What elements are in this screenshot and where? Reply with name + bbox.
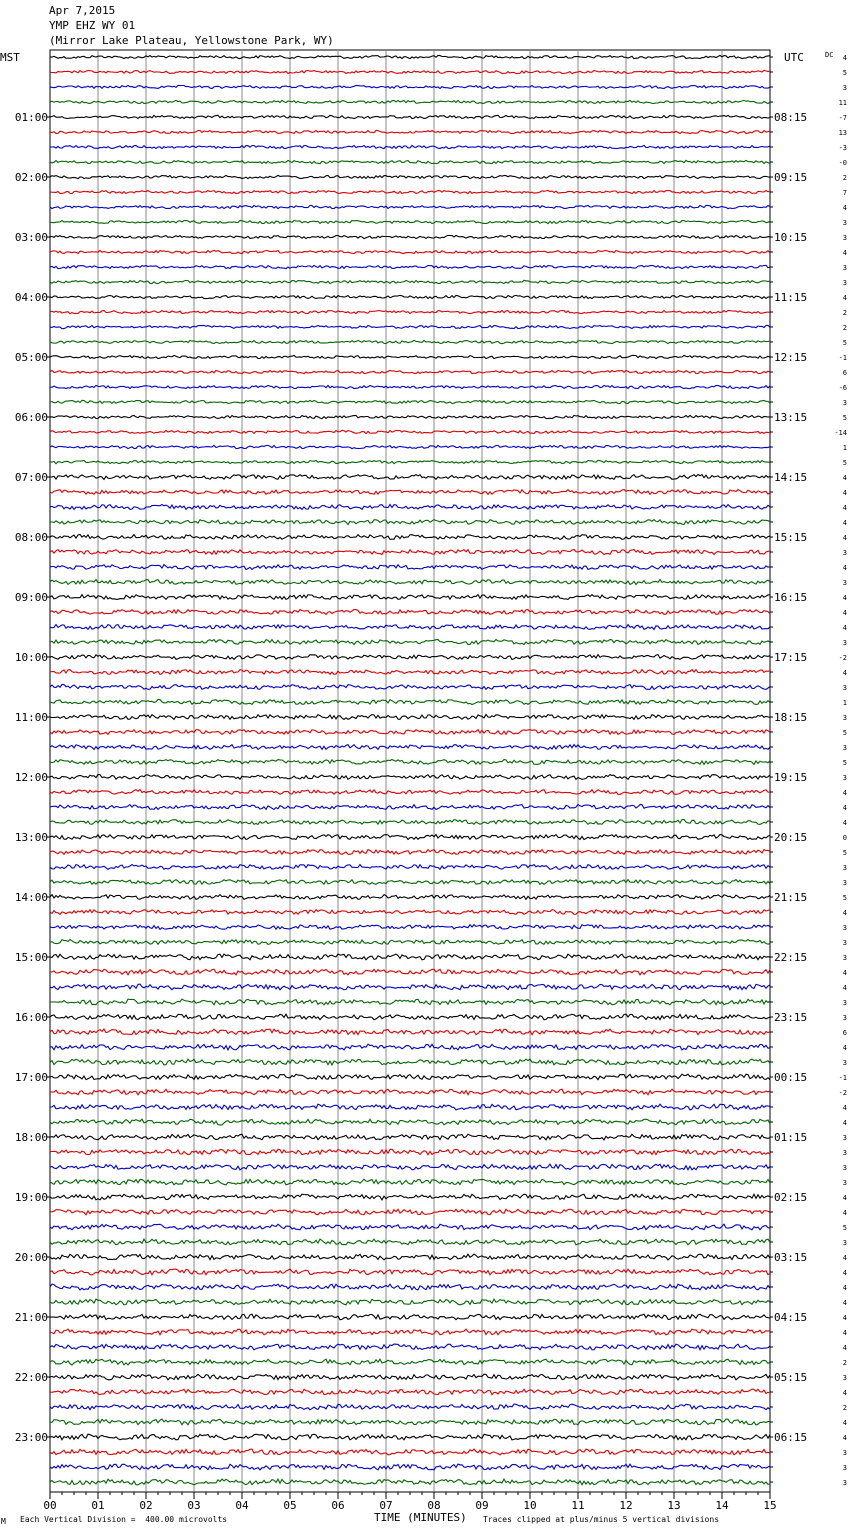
dc-offset-label: 2 xyxy=(842,1359,847,1367)
utc-time-label: 00:15 xyxy=(774,1071,808,1084)
seismic-trace xyxy=(50,1419,770,1425)
utc-time-label: 18:15 xyxy=(774,711,808,724)
dc-offset-label: 3 xyxy=(842,1164,847,1172)
seismic-trace xyxy=(50,1134,770,1140)
dc-offset-label: 4 xyxy=(842,984,847,992)
seismic-trace xyxy=(50,1059,770,1065)
x-tick-label: 00 xyxy=(43,1499,57,1512)
dc-offset-label: 4 xyxy=(842,54,847,62)
dc-offset-label: 3 xyxy=(842,744,847,752)
dc-offset-label: 3 xyxy=(842,1059,847,1067)
mst-time-label: 11:00 xyxy=(14,711,48,724)
seismic-trace xyxy=(50,115,770,118)
x-tick-label: 01 xyxy=(91,1499,105,1512)
seismic-trace xyxy=(50,1254,770,1260)
x-tick-label: 09 xyxy=(475,1499,489,1512)
utc-time-label: 21:15 xyxy=(774,891,808,904)
seismic-trace xyxy=(50,355,770,358)
seismic-trace xyxy=(50,1149,770,1155)
dc-offset-label: 4 xyxy=(842,1419,847,1427)
dc-offset-label: 3 xyxy=(842,84,847,92)
mst-time-label: 06:00 xyxy=(14,411,48,424)
seismic-trace xyxy=(50,415,770,418)
utc-time-label: 04:15 xyxy=(774,1311,808,1324)
seismic-trace xyxy=(50,910,770,915)
seismic-trace xyxy=(50,1104,770,1110)
x-tick-label: 05 xyxy=(283,1499,297,1512)
seismic-trace xyxy=(50,1314,770,1320)
seismic-trace xyxy=(50,1164,770,1170)
x-tick-label: 13 xyxy=(667,1499,681,1512)
seismic-trace xyxy=(50,1344,770,1350)
seismic-trace xyxy=(50,1269,770,1275)
dc-offset-label: 3 xyxy=(842,279,847,287)
dc-offset-label: 4 xyxy=(842,969,847,977)
mst-time-label: 18:00 xyxy=(14,1131,48,1144)
dc-offset-label: 3 xyxy=(842,954,847,962)
x-tick-label: 07 xyxy=(379,1499,393,1512)
dc-offset-label: 0 xyxy=(842,834,847,842)
utc-time-label: 11:15 xyxy=(774,291,808,304)
mst-time-label: 13:00 xyxy=(14,831,48,844)
dc-offset-label: 3 xyxy=(842,924,847,932)
seismic-trace xyxy=(50,1014,770,1020)
seismic-trace xyxy=(50,655,770,660)
utc-time-label: 14:15 xyxy=(774,471,808,484)
dc-offset-label: 3 xyxy=(842,999,847,1007)
dc-offset-label: 4 xyxy=(842,909,847,917)
seismic-trace xyxy=(50,85,770,88)
seismic-trace xyxy=(50,580,770,585)
dc-offset-label: 1 xyxy=(842,699,847,707)
seismic-trace xyxy=(50,160,770,163)
dc-offset-label: 4 xyxy=(842,1269,847,1277)
utc-time-label: 17:15 xyxy=(774,651,808,664)
dc-offset-label: 4 xyxy=(842,1104,847,1112)
dc-offset-label: 4 xyxy=(842,1044,847,1052)
seismic-trace xyxy=(50,235,770,238)
seismic-trace xyxy=(50,1074,770,1080)
seismic-trace xyxy=(50,670,770,675)
mst-time-label: 08:00 xyxy=(14,531,48,544)
utc-time-label: 08:15 xyxy=(774,111,808,124)
mst-time-label: 12:00 xyxy=(14,771,48,784)
seismic-trace xyxy=(50,430,770,433)
dc-offset-label: 3 xyxy=(842,399,847,407)
chart-station: YMP EHZ WY 01 xyxy=(49,19,136,32)
dc-offset-label: 4 xyxy=(842,594,847,602)
chart-date: Apr 7,2015 xyxy=(49,4,116,17)
utc-time-label: 15:15 xyxy=(774,531,808,544)
seismic-trace xyxy=(50,340,770,343)
seismic-trace xyxy=(50,1089,770,1095)
seismic-trace xyxy=(50,1044,770,1050)
utc-time-label: 22:15 xyxy=(774,951,808,964)
dc-offset-label: 4 xyxy=(842,819,847,827)
x-tick-label: 02 xyxy=(139,1499,153,1512)
seismic-trace xyxy=(50,295,770,298)
mst-time-label: 15:00 xyxy=(14,951,48,964)
seismic-trace xyxy=(50,1224,770,1230)
dc-offset-label: 3 xyxy=(842,234,847,242)
dc-offset-label: 4 xyxy=(842,789,847,797)
seismic-trace xyxy=(50,1434,770,1440)
dc-offset-label: 5 xyxy=(842,459,847,467)
dc-offset-label: 2 xyxy=(842,309,847,317)
dc-offset-label: -2 xyxy=(838,1089,847,1097)
dc-offset-label: 4 xyxy=(842,1284,847,1292)
seismic-trace xyxy=(50,1464,770,1470)
utc-time-label: 05:15 xyxy=(774,1371,808,1384)
dc-offset-label: 4 xyxy=(842,1254,847,1262)
seismic-trace xyxy=(50,280,770,283)
dc-offset-label: 3 xyxy=(842,219,847,227)
x-tick-label: 10 xyxy=(523,1499,537,1512)
dc-offset-label: 3 xyxy=(842,639,847,647)
dc-offset-label: 4 xyxy=(842,1314,847,1322)
seismic-trace xyxy=(50,969,770,975)
utc-time-label: 12:15 xyxy=(774,351,808,364)
chart-location: (Mirror Lake Plateau, Yellowstone Park, WY) xyxy=(49,34,334,47)
seismic-trace xyxy=(50,835,770,840)
mst-time-label: 09:00 xyxy=(14,591,48,604)
seismic-trace xyxy=(50,685,770,690)
dc-offset-label: 4 xyxy=(842,1194,847,1202)
seismic-trace xyxy=(50,984,770,990)
dc-offset-label: -1 xyxy=(838,1074,847,1082)
seismic-trace xyxy=(50,1239,770,1245)
seismic-trace xyxy=(50,130,770,133)
mst-time-label: 02:00 xyxy=(14,171,48,184)
seismic-trace xyxy=(50,400,770,403)
dc-offset-label: 4 xyxy=(842,204,847,212)
seismic-trace xyxy=(50,370,770,373)
seismic-trace xyxy=(50,1179,770,1185)
dc-offset-label: 4 xyxy=(842,1329,847,1337)
seismic-trace xyxy=(50,505,770,510)
seismic-trace xyxy=(50,175,770,178)
seismic-trace xyxy=(50,880,770,885)
x-tick-label: 15 xyxy=(763,1499,777,1512)
dc-offset-label: 4 xyxy=(842,534,847,542)
seismic-trace xyxy=(50,760,770,765)
seismic-trace xyxy=(50,1329,770,1335)
dc-offset-label: 3 xyxy=(842,1449,847,1457)
seismic-trace xyxy=(50,895,770,900)
dc-header-label: DC xyxy=(825,51,834,59)
dc-offset-label: 4 xyxy=(842,1344,847,1352)
dc-offset-label: 3 xyxy=(842,579,847,587)
dc-offset-label: 3 xyxy=(842,1014,847,1022)
seismic-trace xyxy=(50,1479,770,1485)
seismic-trace xyxy=(50,310,770,313)
dc-offset-label: 5 xyxy=(842,849,847,857)
scale-note: Each Vertical Division = 400.00 microvolts xyxy=(20,1515,228,1524)
seismic-trace xyxy=(50,460,770,463)
seismic-trace xyxy=(50,1449,770,1455)
seismic-trace xyxy=(50,940,770,945)
seismic-trace xyxy=(50,1374,770,1380)
seismic-trace xyxy=(50,1299,770,1305)
seismic-trace xyxy=(50,535,770,540)
left-timezone-label: MST xyxy=(0,51,20,64)
utc-time-label: 20:15 xyxy=(774,831,808,844)
dc-offset-label: 1 xyxy=(842,444,847,452)
dc-offset-label: 3 xyxy=(842,1179,847,1187)
dc-offset-label: -0 xyxy=(838,159,847,167)
x-tick-label: 03 xyxy=(187,1499,201,1512)
seismic-trace xyxy=(50,925,770,930)
seismic-trace xyxy=(50,550,770,555)
dc-offset-label: 4 xyxy=(842,249,847,257)
dc-offset-label: 3 xyxy=(842,879,847,887)
utc-time-label: 06:15 xyxy=(774,1431,808,1444)
dc-offset-label: 5 xyxy=(842,414,847,422)
mst-time-label: 20:00 xyxy=(14,1251,48,1264)
utc-time-label: 03:15 xyxy=(774,1251,808,1264)
x-tick-label: 11 xyxy=(571,1499,585,1512)
dc-offset-label: -6 xyxy=(838,384,847,392)
dc-offset-label: 5 xyxy=(842,69,847,77)
seismic-trace xyxy=(50,475,770,480)
dc-offset-label: 5 xyxy=(842,339,847,347)
mst-time-label: 04:00 xyxy=(14,291,48,304)
dc-offset-label: -2 xyxy=(838,654,847,662)
x-tick-label: 06 xyxy=(331,1499,345,1512)
seismic-trace xyxy=(50,220,770,223)
dc-offset-label: 11 xyxy=(838,99,847,107)
utc-time-label: 16:15 xyxy=(774,591,808,604)
seismic-trace xyxy=(50,1389,770,1395)
right-timezone-label: UTC xyxy=(784,51,804,64)
dc-offset-label: 4 xyxy=(842,804,847,812)
seismic-trace xyxy=(50,1194,770,1200)
seismic-trace xyxy=(50,865,770,870)
dc-offset-label: 4 xyxy=(842,1119,847,1127)
dc-offset-label: 5 xyxy=(842,894,847,902)
dc-offset-label: 4 xyxy=(842,294,847,302)
dc-offset-label: 4 xyxy=(842,609,847,617)
mst-time-label: 19:00 xyxy=(14,1191,48,1204)
seismic-trace xyxy=(50,55,770,58)
seismic-trace xyxy=(50,100,770,103)
utc-time-label: 23:15 xyxy=(774,1011,808,1024)
seismic-trace xyxy=(50,1209,770,1215)
seismic-trace xyxy=(50,610,770,615)
dc-offset-label: 4 xyxy=(842,1389,847,1397)
seismic-trace xyxy=(50,730,770,735)
dc-offset-label: 3 xyxy=(842,684,847,692)
seismic-trace xyxy=(50,1119,770,1125)
dc-offset-label: -7 xyxy=(838,114,847,122)
dc-offset-label: 3 xyxy=(842,1149,847,1157)
seismic-trace xyxy=(50,745,770,750)
mst-time-label: 14:00 xyxy=(14,891,48,904)
seismic-trace xyxy=(50,790,770,795)
dc-offset-label: 3 xyxy=(842,1239,847,1247)
clip-note: Traces clipped at plus/minus 5 vertical divisions xyxy=(483,1515,720,1524)
seismic-trace xyxy=(50,490,770,495)
seismic-trace xyxy=(50,325,770,328)
utc-time-label: 19:15 xyxy=(774,771,808,784)
dc-offset-label: 5 xyxy=(842,729,847,737)
seismic-trace xyxy=(50,385,770,388)
mst-time-label: 03:00 xyxy=(14,231,48,244)
dc-offset-label: -3 xyxy=(838,144,847,152)
seismic-trace xyxy=(50,640,770,645)
dc-offset-label: 4 xyxy=(842,564,847,572)
dc-offset-label: 3 xyxy=(842,1464,847,1472)
x-tick-label: 04 xyxy=(235,1499,249,1512)
seismic-trace xyxy=(50,565,770,570)
utc-time-label: 02:15 xyxy=(774,1191,808,1204)
dc-offset-label: 3 xyxy=(842,1479,847,1487)
dc-offset-label: 5 xyxy=(842,759,847,767)
mst-time-label: 22:00 xyxy=(14,1371,48,1384)
seismic-trace xyxy=(50,954,770,960)
dc-offset-label: 4 xyxy=(842,474,847,482)
dc-offset-label: 3 xyxy=(842,549,847,557)
utc-time-label: 09:15 xyxy=(774,171,808,184)
mst-time-label: 05:00 xyxy=(14,351,48,364)
dc-offset-label: 2 xyxy=(842,324,847,332)
dc-offset-label: 4 xyxy=(842,489,847,497)
seismic-trace xyxy=(50,999,770,1005)
dc-offset-label: 2 xyxy=(842,174,847,182)
seismic-trace xyxy=(50,445,770,448)
seismic-trace xyxy=(50,190,770,193)
seismic-trace xyxy=(50,70,770,73)
x-tick-label: 12 xyxy=(619,1499,633,1512)
dc-offset-label: 3 xyxy=(842,774,847,782)
seismic-trace xyxy=(50,145,770,148)
mst-time-label: 16:00 xyxy=(14,1011,48,1024)
dc-offset-label: 4 xyxy=(842,1299,847,1307)
seismic-trace xyxy=(50,1359,770,1365)
dc-offset-label: -14 xyxy=(834,429,847,437)
seismic-trace xyxy=(50,265,770,268)
mst-time-label: 01:00 xyxy=(14,111,48,124)
utc-time-label: 01:15 xyxy=(774,1131,808,1144)
seismic-trace xyxy=(50,820,770,825)
dc-offset-label: 4 xyxy=(842,669,847,677)
dc-offset-label: 6 xyxy=(842,369,847,377)
seismic-trace xyxy=(50,1404,770,1410)
dc-offset-label: 4 xyxy=(842,624,847,632)
dc-offset-label: 13 xyxy=(838,129,847,137)
dc-offset-label: 3 xyxy=(842,714,847,722)
seismic-trace xyxy=(50,850,770,855)
utc-time-label: 13:15 xyxy=(774,411,808,424)
dc-offset-label: 2 xyxy=(842,1404,847,1412)
seismic-trace xyxy=(50,595,770,600)
x-tick-label: 14 xyxy=(715,1499,729,1512)
seismic-trace xyxy=(50,1029,770,1035)
seismic-trace xyxy=(50,1284,770,1290)
dc-offset-label: 3 xyxy=(842,1134,847,1142)
corner-mark: M xyxy=(1,1517,6,1526)
dc-offset-label: 7 xyxy=(842,189,847,197)
dc-offset-label: 6 xyxy=(842,1029,847,1037)
dc-offset-label: 5 xyxy=(842,1224,847,1232)
dc-offset-label: 3 xyxy=(842,939,847,947)
x-axis-title: TIME (MINUTES) xyxy=(374,1511,467,1524)
mst-time-label: 23:00 xyxy=(14,1431,48,1444)
x-tick-label: 08 xyxy=(427,1499,441,1512)
mst-time-label: 21:00 xyxy=(14,1311,48,1324)
dc-offset-label: 4 xyxy=(842,504,847,512)
dc-offset-label: 4 xyxy=(842,1434,847,1442)
dc-offset-label: 4 xyxy=(842,1209,847,1217)
utc-time-label: 10:15 xyxy=(774,231,808,244)
seismic-trace xyxy=(50,715,770,720)
seismic-trace xyxy=(50,250,770,253)
dc-offset-label: 3 xyxy=(842,264,847,272)
mst-time-label: 07:00 xyxy=(14,471,48,484)
mst-time-label: 17:00 xyxy=(14,1071,48,1084)
dc-offset-label: 3 xyxy=(842,1374,847,1382)
dc-offset-label: 4 xyxy=(842,519,847,527)
seismic-trace xyxy=(50,625,770,630)
seismic-trace xyxy=(50,520,770,525)
mst-time-label: 10:00 xyxy=(14,651,48,664)
seismic-trace xyxy=(50,205,770,208)
seismic-trace xyxy=(50,775,770,780)
seismic-trace xyxy=(50,700,770,705)
dc-offset-label: -1 xyxy=(838,354,847,362)
dc-offset-label: 3 xyxy=(842,864,847,872)
seismic-trace xyxy=(50,805,770,810)
